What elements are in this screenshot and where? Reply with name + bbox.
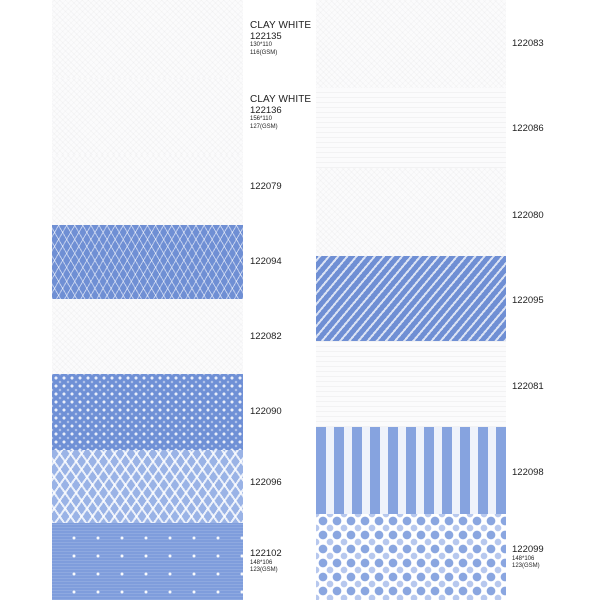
fabric-spec-count: 156*110 xyxy=(250,116,272,123)
swatch-label-122090 xyxy=(250,407,282,417)
fabric-spec-gsm: 127(GSM) xyxy=(250,123,278,130)
swatch-label-122086 xyxy=(512,124,544,134)
fabric-swatch-122090 xyxy=(52,374,243,450)
swatch-label-122079 xyxy=(250,182,282,192)
fabric-swatch-122102 xyxy=(52,523,243,600)
fabric-code: 122079 xyxy=(250,181,282,192)
swatch-label-122095 xyxy=(512,296,544,306)
fabric-code: 122095 xyxy=(512,295,544,306)
swatch-label-122102 xyxy=(250,549,282,574)
fabric-swatch-122083 xyxy=(316,0,506,88)
fabric-code: 122094 xyxy=(250,256,282,267)
fabric-code: 122136 xyxy=(250,104,282,116)
fabric-code: 122098 xyxy=(512,467,544,478)
fabric-swatch-122098 xyxy=(316,427,506,514)
fabric-code: 122086 xyxy=(512,123,544,134)
swatch-label-122094 xyxy=(250,257,282,267)
swatch-label-122096 xyxy=(250,478,282,488)
fabric-swatch-122081 xyxy=(316,341,506,427)
fabric-swatch-122086 xyxy=(316,88,506,168)
fabric-code: 122083 xyxy=(512,38,544,49)
fabric-spec-gsm: 123(GSM) xyxy=(512,563,540,570)
fabric-swatch-122136 xyxy=(52,78,243,155)
fabric-swatch-122080 xyxy=(316,168,506,256)
fabric-swatch-122082 xyxy=(52,299,243,374)
fabric-spec-count: 148*106 xyxy=(250,559,273,566)
fabric-swatch-122095 xyxy=(316,256,506,341)
fabric-code: 122090 xyxy=(250,406,282,417)
fabric-name: CLAY WHITE xyxy=(250,94,312,105)
swatch-label-122098 xyxy=(512,468,544,478)
fabric-spec-gsm: 123(GSM) xyxy=(250,567,278,574)
fabric-spec-count: 130*110 xyxy=(250,42,272,49)
swatch-label-122135 xyxy=(250,21,311,56)
fabric-swatch-122135 xyxy=(52,0,243,78)
fabric-swatch-122096 xyxy=(52,450,243,523)
fabric-code: 122082 xyxy=(250,331,282,342)
swatch-label-122099 xyxy=(512,545,544,570)
fabric-code: 122135 xyxy=(250,30,282,42)
swatch-label-122082 xyxy=(250,332,282,342)
fabric-code: 122099 xyxy=(512,544,544,555)
swatch-label-122083 xyxy=(512,39,544,49)
fabric-code: 122081 xyxy=(512,381,544,392)
fabric-spec-count: 148*106 xyxy=(512,555,535,562)
fabric-code: 122096 xyxy=(250,477,282,488)
fabric-swatch-122079 xyxy=(52,155,243,225)
fabric-swatch-122099 xyxy=(316,514,506,600)
fabric-name: CLAY WHITE xyxy=(250,20,312,31)
fabric-code: 122102 xyxy=(250,548,282,559)
swatch-label-122081 xyxy=(512,382,544,392)
swatch-label-122136 xyxy=(250,95,311,130)
fabric-code: 122080 xyxy=(512,210,544,221)
fabric-spec-gsm: 116(GSM) xyxy=(250,49,278,56)
fabric-swatch-122094 xyxy=(52,225,243,299)
swatch-label-122080 xyxy=(512,211,544,221)
